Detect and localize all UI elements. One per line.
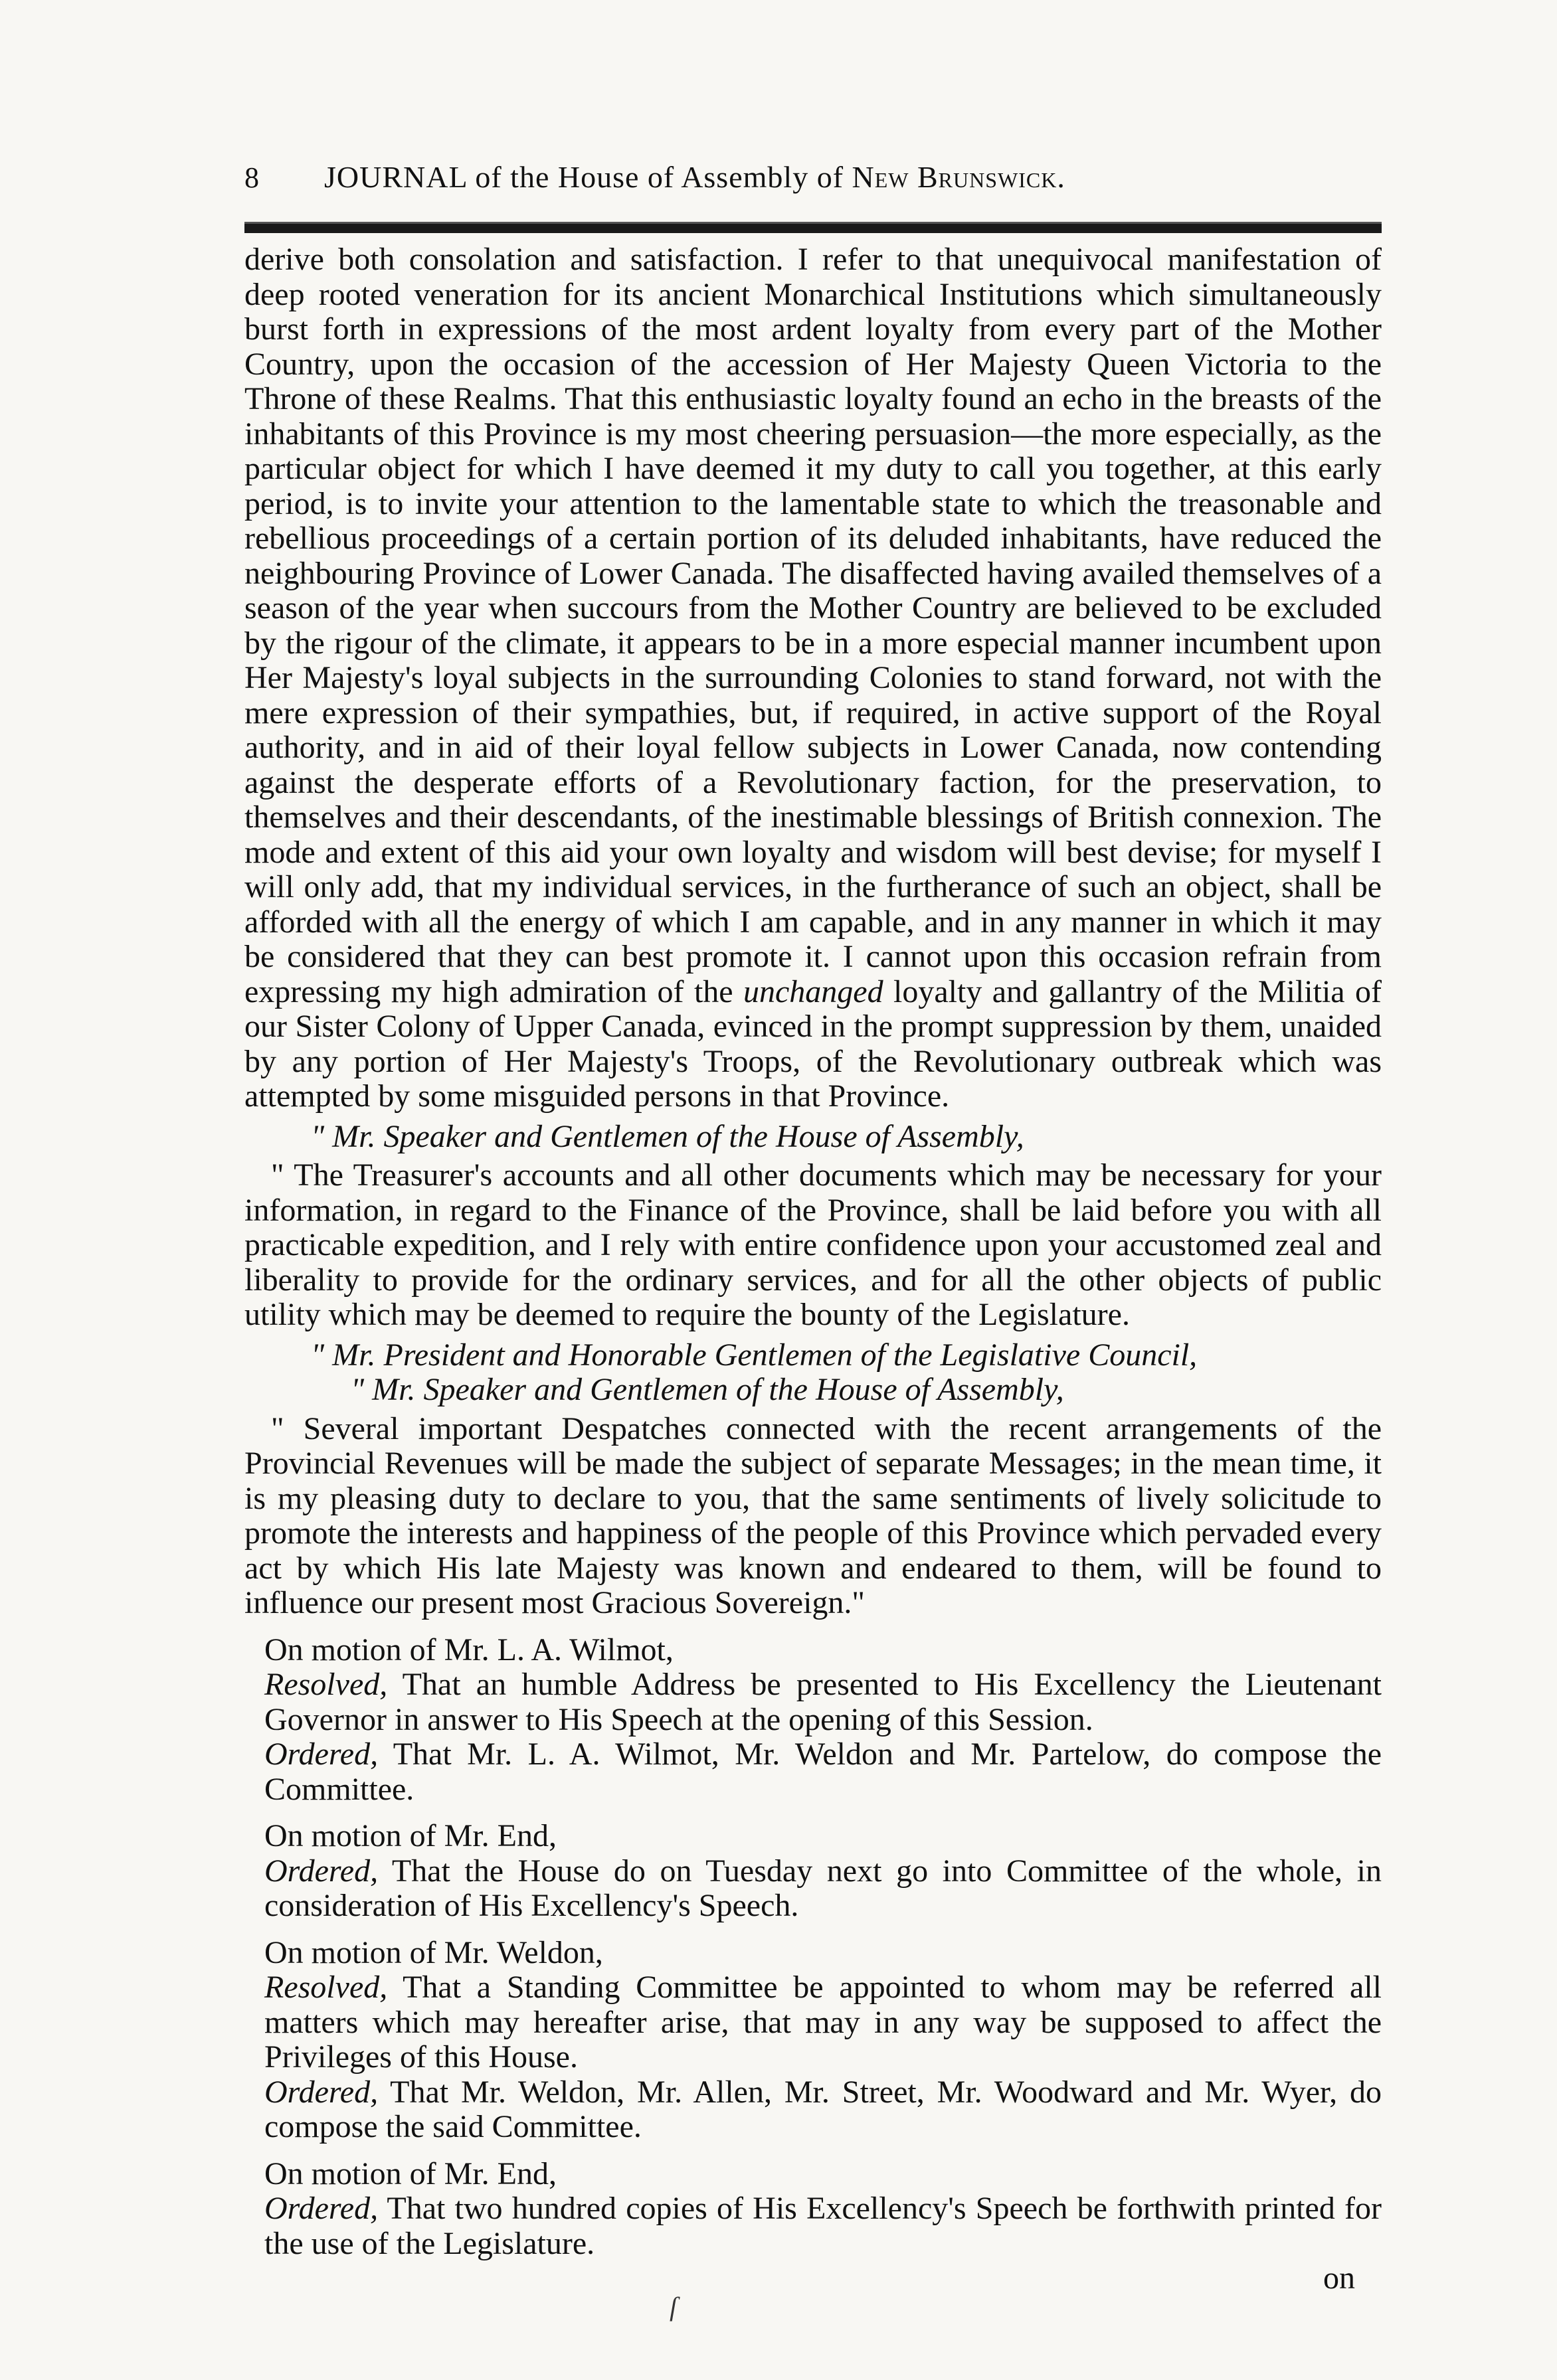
order-label: Ordered, bbox=[264, 2074, 379, 2110]
motion-line: On motion of Mr. End, bbox=[264, 1818, 557, 1853]
order-text: That the House do on Tuesday next go into Committee of the whole, in consideration of His Excellency's Speech. bbox=[264, 1853, 1382, 1923]
running-header bbox=[244, 159, 1382, 212]
salutation-assembly-2: " Mr. Speaker and Gentlemen of the House of Assembly, bbox=[351, 1372, 1064, 1407]
resolution-label: Resolved, bbox=[264, 1667, 388, 1702]
motion-line: On motion of Mr. L. A. Wilmot, bbox=[264, 1632, 674, 1667]
order-label: Ordered, bbox=[264, 1853, 379, 1889]
header-rule bbox=[244, 222, 1382, 233]
running-title-province: New Brunswick. bbox=[852, 160, 1065, 194]
speech-paragraph-1-text: derive both consolation and satisfaction. I refer to that unequivocal manifestation of deep rooted veneration for its ancient Monarchical Institutions which simultaneously burst forth in expressions of the most ardent loyalty from every part of the Mother Country, upon the occasion of the accession of Her Majesty Queen Victoria to the Throne of these Realms. That this enthusiastic loyalty found an echo in the breasts of the inhabitants of this Province is my most cheering persuasion—the more especially, as the particular object for which I have deemed it my duty to call you together, at this early period, is to invite your attention to the lamentable state to which the treasonable and rebellious proceedings of a certain portion of its deluded inhabitants, have reduced the neighbouring Province of Lower Canada. The disaffected having availed themselves of a season of the year when succours from the Mother Country are believed to be excluded by the rigour of the climate, it appears to be in a more especial manner incumbent upon Her Majesty's loyal subjects in the surrounding Colonies to stand forward, not with the mere expression of their sympathies, but, if required, in active support of the Royal authority, and in aid of their loyal fellow subjects in Lower Canada, now contending against the desperate efforts of a Revolutionary faction, for the preservation, to themselves and their descendants, of the inestimable blessings of British connexion. The mode and extent of this aid your own loyalty and wisdom will best devise; for myself I will only add, that my individual services, in the furtherance of such an object, shall be afforded with all the energy of which I am capable, and in any manner in which it may be considered that they can best promote it. I cannot upon this occasion refrain from expressing my high admiration of the bbox=[244, 242, 1382, 1009]
journal-page bbox=[244, 159, 1382, 2296]
resolution-text: That an humble Address be presented to His Excellency the Lieutenant Governor in answer to His Speech at the opening of this Session. bbox=[264, 1667, 1382, 1737]
running-title bbox=[324, 159, 1382, 195]
catchword-row bbox=[244, 2261, 1382, 2296]
order-label: Ordered, bbox=[264, 2191, 379, 2226]
proceeding-weldon bbox=[244, 1936, 1382, 2145]
resolution bbox=[244, 1667, 1382, 1737]
order bbox=[244, 2191, 1382, 2261]
order-text: That Mr. L. A. Wilmot, Mr. Weldon and Mr. Partelow, do compose the Committee. bbox=[264, 1737, 1382, 1807]
order-label: Ordered, bbox=[264, 1737, 379, 1772]
salutation-assembly: " Mr. Speaker and Gentlemen of the House of Assembly, bbox=[311, 1118, 1024, 1154]
catchword: on bbox=[1323, 2260, 1355, 2296]
speech-paragraph-1-italic: unchanged bbox=[743, 974, 883, 1009]
order bbox=[244, 1854, 1382, 1924]
running-title-main: JOURNAL of the House of Assembly of bbox=[324, 160, 852, 194]
resolution-label: Resolved, bbox=[264, 1970, 388, 2005]
speech-paragraph-1 bbox=[244, 242, 1382, 1114]
proceeding-end-1 bbox=[244, 1819, 1382, 1924]
resolution bbox=[244, 1970, 1382, 2075]
speech-paragraph-3: " Several important Despatches connected with the recent arrangements of the Provincial Revenues will be made the subject of separate Messages; in the mean time, it is my pleasing duty to declare to you, that the same sentiments of lively solicitude to promote the interests and happiness of the people of this Province which pervaded every act by which His late Majesty was known and endeared to them, will be found to influence our present most Gracious Sovereign." bbox=[244, 1410, 1382, 1620]
order bbox=[244, 1737, 1382, 1807]
order-text: That two hundred copies of His Excellency's Speech be forthwith printed for the use of the Legislature. bbox=[264, 2191, 1382, 2261]
signature-mark: ſ bbox=[670, 2292, 678, 2322]
proceeding-end-2 bbox=[244, 2157, 1382, 2296]
order-text: That Mr. Weldon, Mr. Allen, Mr. Street, Mr. Woodward and Mr. Wyer, do compose the said Committee. bbox=[264, 2074, 1382, 2144]
motion-line: On motion of Mr. End, bbox=[264, 2156, 557, 2191]
speech-paragraph-2: " The Treasurer's accounts and all other documents which may be necessary for your information, in regard to the Finance of the Province, shall be laid before you with all practicable expedition, and I rely with entire confidence upon your accustomed zeal and liberality to provide for the ordinary services, and for all the other objects of public utility which may be deemed to require the bounty of the Legislature. bbox=[244, 1157, 1382, 1332]
speech-paragraph-1-end: loyalty and gallantry of the Militia of our Sister Colony of Upper Canada, evinced in the prompt suppression by them, unaided by any portion of Her Majesty's Troops, of the Revolutionary outbreak which was attempted by some misguided persons in that Province. bbox=[244, 974, 1382, 1114]
motion-line: On motion of Mr. Weldon, bbox=[264, 1934, 603, 1970]
order bbox=[244, 2075, 1382, 2145]
salutation-council: " Mr. President and Honorable Gentlemen of the Legislative Council, bbox=[311, 1337, 1198, 1373]
resolution-text: That a Standing Committee be appointed to whom may be referred all matters which may hereafter arise, that may in any way be supposed to affect the Privileges of this House. bbox=[264, 1970, 1382, 2075]
page-number: 8 bbox=[244, 161, 260, 194]
proceeding-wilmot bbox=[244, 1633, 1382, 1808]
